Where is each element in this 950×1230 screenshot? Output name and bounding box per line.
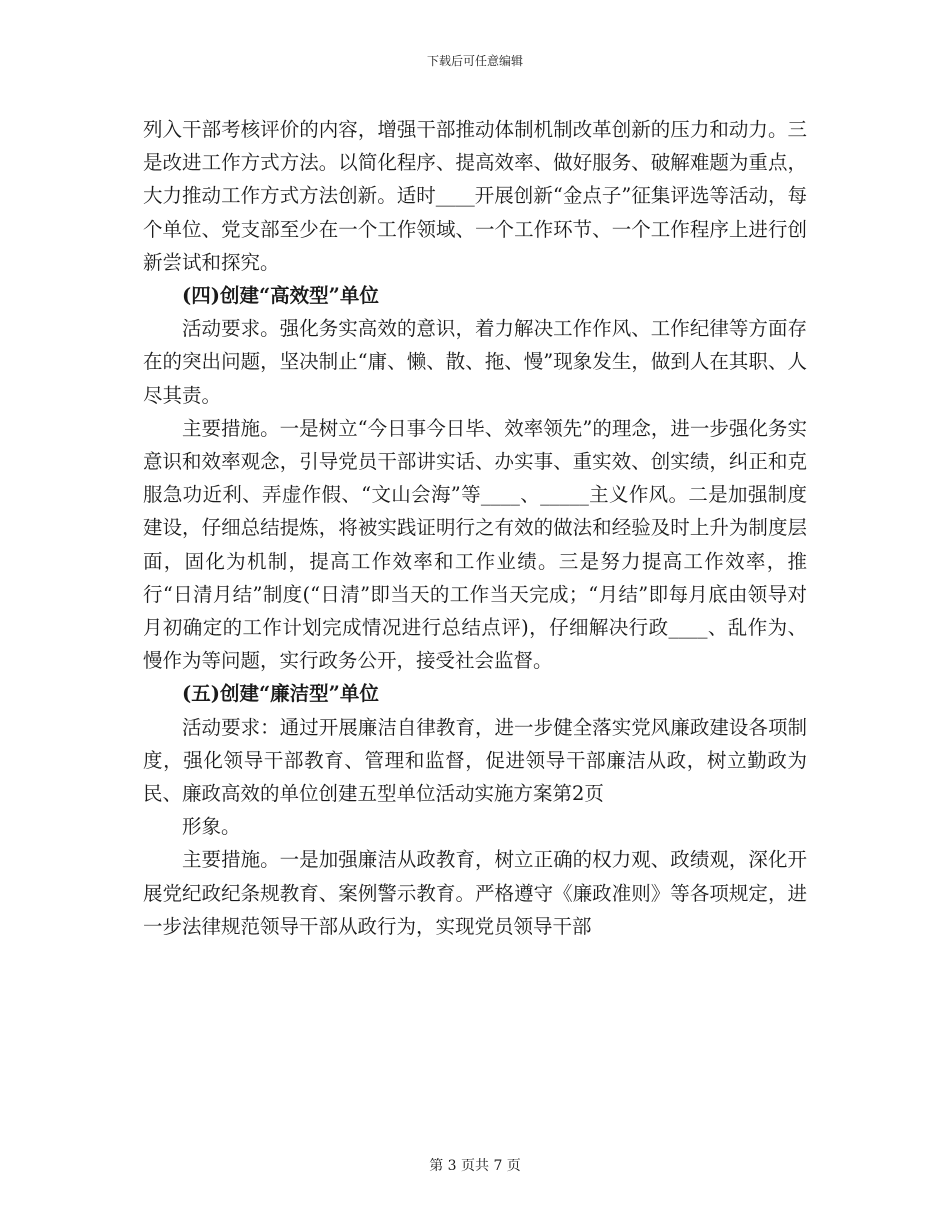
paragraph-efficient-measures: 主要措施。一是树立“今日事今日毕、效率领先”的理念，进一步强化务实意识和效率观念，引导党员干部讲实话、办实事、重实效、创实绩，纠正和克服急功近利、弄虚作假、“文山会海”等____、_____主义作风。二是加强制度建设，仔细总结提炼，将被实践证明行之有效的做法和经验及时上升为制度层面，固化为机制，提高工作效率和工作业绩。三是努力提高工作效率，推行“日清月结”制度(“日清”即当天的工作当天完成；“月结”即每月底由领导对月初确定的工作计划完成情况进行总结点评)，仔细解决行政____、乱作为、慢作为等问题，实行政务公开，接受社会监督。 bbox=[143, 416, 807, 673]
paragraph-clean-measures: 主要措施。一是加强廉洁从政教育，树立正确的权力观、政绩观，深化开展党纪政纪条规教育、案例警示教育。严格遵守《廉政准则》等各项规定，进一步法律规范领导干部从政行为，实现党员领导干部 bbox=[143, 848, 807, 938]
paragraph-clean-image: 形象。 bbox=[182, 815, 241, 839]
section-heading-efficient-unit: (四)创建“高效型”单位 bbox=[182, 284, 379, 308]
document-body bbox=[143, 113, 807, 943]
paragraph-efficient-requirements: 活动要求。强化务实高效的意识，着力解决工作作风、工作纪律等方面存在的突出问题，坚决制止“庸、懒、散、拖、慢”现象发生，做到人在其职、人尽其责。 bbox=[143, 317, 807, 407]
page-header: 下载后可任意编辑 bbox=[426, 54, 523, 68]
paragraph-clean-requirements: 活动要求：通过开展廉洁自律教育，进一步健全落实党风廉政建设各项制度，强化领导干部教育、管理和监督，促进领导干部廉洁从政，树立勤政为民、廉政高效的单位创建五型单位活动实施方案第2页 bbox=[143, 715, 807, 806]
page-footer: 第 3 页共 7 页 bbox=[429, 1158, 521, 1174]
paragraph-reform-continued: 列入干部考核评价的内容，增强干部推动体制机制改革创新的压力和动力。三是改进工作方式方法。以简化程序、提高效率、做好服务、破解难题为重点，大力推动工作方式方法创新。适时____开展创新“金点子”征集评选等活动，每个单位、党支部至少在一个工作领域、一个工作环节、一个工作程序上进行创新尝试和探究。 bbox=[143, 118, 807, 274]
section-heading-clean-unit: (五)创建“廉洁型”单位 bbox=[182, 682, 379, 706]
